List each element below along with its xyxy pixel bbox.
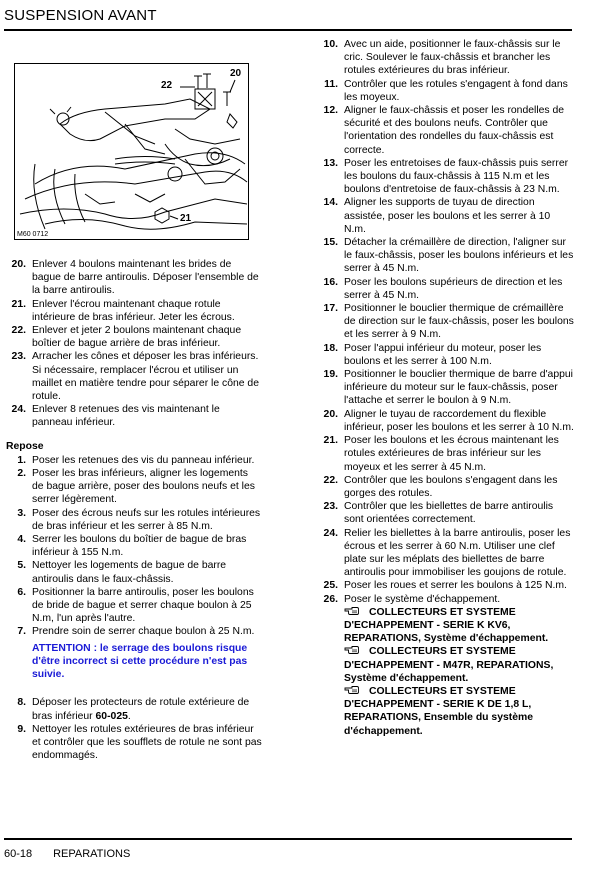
suspension-illustration: [14, 63, 249, 240]
step-item: [318, 527, 574, 580]
step-number: 20.: [323, 408, 338, 420]
step-item: [318, 474, 574, 500]
step-item: [318, 302, 574, 342]
attention-warning: ATTENTION : le serrage des boulons risque d'être incorrect si cette procédure n'est pas suivie.: [32, 642, 248, 681]
step-item: [318, 104, 574, 157]
step-item: [318, 342, 574, 368]
step-text: Relier les biellettes à la barre antiroulis, poser les écrous et les serrer à 60 N.m. Utiliser une clef plate sur les méplats des biellettes de barre antiroulis pour immobiliser les goujons de rotule.: [344, 527, 571, 579]
cross-reference-text: COLLECTEURS ET SYSTEME D'ECHAPPEMENT - SERIE K KV6, REPARATIONS, Système d'échappement.: [344, 606, 549, 645]
step-item: [318, 434, 574, 474]
step-number: 14.: [323, 197, 338, 209]
step-number: 6.: [17, 586, 26, 598]
left-column: [6, 258, 262, 762]
step-item: [318, 78, 574, 104]
pointing-hand-icon: [344, 645, 359, 655]
right-column: [318, 38, 574, 738]
tool-reference: 60-025: [95, 710, 128, 722]
step-item: [318, 276, 574, 302]
step-number: 18.: [323, 342, 338, 354]
step-text: Détacher la crémaillère de direction, l'aligner sur le faux-châssis, poser les boulons inférieurs et les serrer à 45 N.m.: [344, 237, 574, 275]
step-item: [6, 258, 262, 298]
step-item: [318, 157, 574, 197]
step-item: [6, 298, 262, 324]
callout-20: 20: [230, 68, 242, 79]
step-number: 25.: [323, 580, 338, 592]
step-number: 11.: [324, 78, 338, 90]
step-text-c: .: [127, 710, 131, 722]
callout-22: 22: [161, 80, 173, 91]
step-number: 23.: [11, 351, 26, 363]
section-name: REPARATIONS: [53, 848, 131, 860]
step-item: [6, 507, 262, 533]
step-number: 12.: [323, 105, 338, 117]
step-number: 8.: [17, 697, 26, 709]
page-title: SUSPENSION AVANT: [4, 7, 157, 24]
step-number: 4.: [17, 534, 26, 546]
step-item: [6, 350, 262, 403]
removal-steps: [6, 258, 262, 430]
step-9: [6, 723, 262, 763]
step-item: [318, 236, 574, 276]
step-number: 20.: [11, 259, 26, 270]
step-item: [6, 403, 262, 429]
callout-21: 21: [180, 213, 192, 224]
step-item: [6, 454, 262, 467]
step-text: Poser des écrous neufs sur les rotules intérieures de bras inférieur et les serrer à 85 N.m.: [32, 507, 261, 532]
step-number: 22.: [11, 325, 26, 337]
refit-title: Repose: [6, 440, 44, 452]
cross-reference-link[interactable]: [344, 606, 574, 646]
step-8: [6, 696, 262, 722]
header-divider: [4, 29, 572, 31]
step-item: [6, 467, 262, 507]
cross-reference-link[interactable]: [344, 645, 574, 685]
step-number: 24.: [323, 527, 338, 539]
step-number: 17.: [323, 303, 338, 315]
step-number: 22.: [323, 474, 338, 486]
step-item: [6, 559, 262, 585]
step-text: Arracher les cônes et déposer les bras inférieurs. Si nécessaire, remplacer l'écrou et utiliser un maillet en matière tendre pour séparer le cône de rotule.: [32, 351, 259, 403]
step-text-a: Déposer les protecteurs de rotule extérieure de bras inférieur: [32, 697, 250, 722]
page-number: 60-18: [4, 848, 33, 860]
step-text: Prendre soin de serrer chaque boulon à 25 N.m.: [32, 626, 255, 638]
step-item: [6, 324, 262, 350]
step-number: 19.: [323, 369, 338, 381]
step-number: 7.: [17, 626, 26, 638]
refit-steps-b: [318, 38, 574, 606]
step-item: [318, 579, 574, 592]
step-number: 2.: [17, 468, 26, 480]
step-number: 24.: [11, 404, 26, 416]
step-text: Contrôler que les rotules s'engagent à fond dans les moyeux.: [344, 78, 568, 103]
step-text: Aligner le faux-châssis et poser les rondelles de sécurité et des boulons neufs. Contrôler que l'orientation des rondelles du faux-châssis est correcte.: [344, 105, 565, 156]
step-item: [318, 368, 574, 408]
step-item: [6, 586, 262, 626]
cross-reference-text: COLLECTEURS ET SYSTEME D'ECHAPPEMENT - SERIE K DE 1,8 L, REPARATIONS, Ensemble du système d'échappement.: [344, 685, 534, 737]
step-number: 3.: [17, 507, 26, 519]
step-text: Poser les boulons et les écrous maintenant les rotules extérieures de bras inférieur sur les moyeux et les serrer à 45 N.m.: [344, 435, 559, 473]
step-text: Serrer les boulons du boîtier de bague de bras inférieur à 155 N.m.: [32, 534, 247, 559]
step-text: Positionner le bouclier thermique de crémaillère de direction sur le faux-châssis, poser les boulons et les serrer à 9 N.m.: [344, 303, 574, 341]
step-number: 23.: [323, 501, 338, 513]
step-number: 5.: [17, 560, 26, 572]
cross-references: [318, 606, 574, 738]
cross-reference-link[interactable]: [344, 685, 574, 738]
step-item: [318, 500, 574, 526]
step-number: 9.: [17, 723, 26, 735]
step-item: [318, 196, 574, 236]
step-item: [318, 408, 574, 434]
step-item: [6, 533, 262, 559]
step-text: Enlever et jeter 2 boulons maintenant chaque boîtier de bague arrière de bras inférieur.: [32, 325, 242, 350]
pointing-hand-icon: [344, 606, 359, 616]
step-text: Poser les bras inférieurs, aligner les logements de bague arrière, poser des boulons neufs et les serrer légèrement.: [32, 468, 255, 506]
step-text: [32, 696, 262, 722]
step-text: Positionner le bouclier thermique de barre d'appui inférieure du moteur sur le faux-châssis, poser l'attache et serrer le boulon à 9 N.m.: [344, 369, 573, 407]
figure-reference: M60 0712: [17, 231, 49, 238]
step-text: Nettoyer les rotules extérieures de bras inférieur et contrôler que les soufflets de rotule ne sont pas endommagés.: [32, 723, 262, 762]
step-number: 21.: [11, 298, 26, 310]
cross-reference-text: COLLECTEURS ET SYSTEME D'ECHAPPEMENT - M47R, REPARATIONS, Système d'échappement.: [344, 646, 554, 684]
step-number: 1.: [17, 454, 26, 466]
step-text: Nettoyer les logements de bague de barre antiroulis dans le faux-châssis.: [32, 560, 227, 585]
step-number: 13.: [323, 157, 338, 169]
step-text: Positionner la barre antiroulis, poser les boulons de bride de bague et serrer chaque boulon à 25 N.m, l'un après l'autre.: [32, 586, 254, 625]
step-item: [318, 38, 574, 78]
step-number: 10.: [323, 39, 338, 50]
footer-divider: [4, 838, 572, 840]
step-item: [318, 593, 574, 606]
page-footer: [4, 848, 130, 860]
step-number: 21.: [323, 435, 338, 447]
step-text: Contrôler que les biellettes de barre antiroulis sont orientées correctement.: [344, 501, 554, 526]
subframe-drawing: [15, 64, 248, 239]
step-text: Enlever 8 retenues des vis maintenant le panneau inférieur.: [32, 404, 220, 429]
step-text: Contrôler que les boulons s'engagent dans les gorges des rotules.: [344, 474, 558, 499]
refit-steps-a: [6, 454, 262, 639]
step-text: Poser le système d'échappement.: [344, 593, 501, 605]
step-text: Poser les boulons supérieurs de direction et les serrer à 45 N.m.: [344, 276, 563, 301]
step-text: Aligner les supports de tuyau de direction assistée, poser les boulons et les serrer à 10 N.m.: [344, 197, 551, 235]
step-text: Poser les roues et serrer les boulons à 125 N.m.: [344, 580, 567, 592]
step-number: 15.: [323, 237, 338, 249]
step-item: [6, 625, 262, 638]
step-text: Aligner le tuyau de raccordement du flexible inférieur, poser les boulons et les serrer à 10 N.m.: [344, 408, 574, 433]
step-text: Poser les retenues des vis du panneau inférieur.: [32, 454, 255, 466]
step-text: Enlever 4 boulons maintenant les brides de bague de barre antiroulis. Déposer l'ensemble de la barre antiroulis.: [32, 259, 259, 297]
step-text: Avec un aide, positionner le faux-châssis sur le cric. Soulever le faux-châssis et brancher les rotules extérieures du bras inférieur.: [344, 39, 561, 77]
step-text: Poser l'appui inférieur du moteur, poser les boulons et les serrer à 100 N.m.: [344, 342, 542, 367]
pointing-hand-icon: [344, 685, 359, 695]
step-number: 26.: [323, 593, 338, 605]
step-number: 16.: [323, 276, 338, 288]
step-text: Enlever l'écrou maintenant chaque rotule intérieure de bras inférieur. Jeter les écrous.: [32, 298, 235, 323]
step-text: Poser les entretoises de faux-châssis puis serrer les boulons du faux-châssis à 115 N.m et les boulons d'entretoise de faux-châssis à 23 N.m.: [344, 157, 569, 196]
